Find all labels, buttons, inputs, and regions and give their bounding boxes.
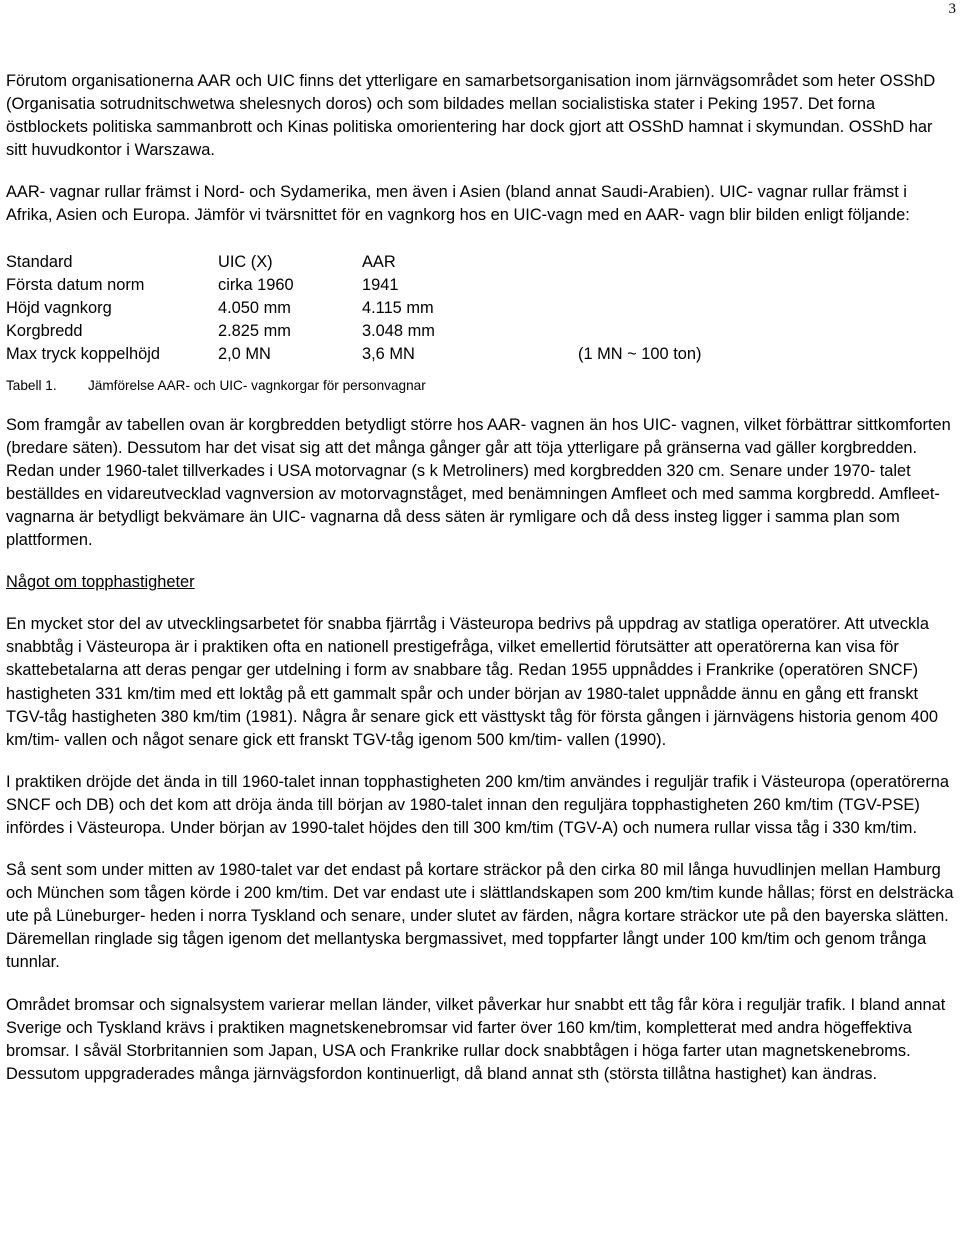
paragraph-hamburg-munchen: Så sent som under mitten av 1980-talet var det endast på kortare sträckor på den cirka 80 mil långa huvudlinjen mellan Hamburg och München som tågen körde i 200 km/tim. Det var endast ute i slättlandskapen som 200 km/tim kunde hållas; först en delsträcka ute på Lüneburger- heden i norra Tyskland och senare, under slutet av färden, några kortare sträckor ute på den bayerska slätten. Däremellan ringlade sig tågen igenom det mellantyska bergmassivet, med toppfarter långt under 100 km/tim och genom trånga tunnlar.: [6, 861, 954, 972]
table-row: [6, 297, 701, 320]
table-cell: AAR: [362, 252, 396, 271]
comparison-table: [6, 251, 701, 366]
table-cell: Standard: [6, 252, 73, 271]
table-cell: 4.050 mm: [218, 298, 291, 317]
table-row: [6, 343, 701, 366]
table-cell: 2.825 mm: [218, 321, 291, 340]
page-number: 3: [948, 1, 956, 17]
table-cell: cirka 1960: [218, 275, 294, 294]
paragraph-praktiken: I praktiken dröjde det ända in till 1960-talet innan topphastigheten 200 km/tim användes i reguljär trafik i Västeuropa (operatörerna SNCF och DB) och det kom att dröja ända till början av 1980-talet innan den reguljära topphastigheten 260 km/tim (TGV-PSE) infördes i Västeuropa. Under början av 1990-talet höjdes den till 300 km/tim (TGV-A) och numera rullar vissa tåg i 330 km/tim.: [6, 772, 950, 837]
table-cell: Första datum norm: [6, 275, 145, 294]
table-caption-text: Jämförelse AAR- och UIC- vagnkorgar för personvagnar: [88, 377, 426, 393]
table-cell: [578, 320, 701, 343]
table-cell: [578, 251, 701, 274]
document-body: [6, 70, 954, 1086]
table-cell: 4.115 mm: [362, 298, 434, 317]
table-caption: [6, 377, 954, 395]
paragraph-utveckling: En mycket stor del av utvecklingsarbetet för snabba fjärrtåg i Västeuropa bedrivs på uppdrag av statliga operatörer. Att utveckla snabbtåg i Västeuropa är i praktiken ofta en nationell prestigefråga, vilket emellertid förutsätter att operatörerna kan visa för skattebetalarna att deras pengar ger utdelning i form av snabbare tåg. Redan 1955 uppnåddes i Frankrike (operatören SNCF) hastigheten 331 km/tim med ett loktåg på ett gammalt spår och under början av 1980-talet uppnådde ännu en gång ett franskt TGV-tåg hastigheten 380 km/tim (1981). Några år senare gick ett västtyskt tåg för första gången i järnvägens historia genom 400 km/tim- vallen och något senare gick ett franskt TGV-tåg igenom 500 km/tim- vallen (1990).: [6, 615, 939, 749]
table-cell: UIC (X): [218, 252, 273, 271]
paragraph-korgbredd: Som framgår av tabellen ovan är korgbredden betydligt större hos AAR- vagnen än hos UIC- vagnen, vilket förbättrar sittkomforten (bredare säten). Dessutom har det visat sig att det många gånger går att töja ytterligare på gränserna vad gäller korgbredden. Redan under 1960-talet tillverkades i USA motorvagnar (s k Metroliners) med korgbredden 320 cm. Senare under 1970- talet beställdes en vidareutvecklad vagnversion av motorvagnståget, med benämningen Amfleet och med samma korgbredd. Amfleet-vagnarna är betydligt bekvämare än UIC- vagnarna då dess säten är rymligare och då dess insteg ligger i samma plan som plattformen.: [6, 415, 951, 550]
paragraph-aar-uic: AAR- vagnar rullar främst i Nord- och Sydamerika, men även i Asien (bland annat Saudi-Arabien). UIC- vagnar rullar främst i Afrika, Asien och Europa. Jämför vi tvärsnittet för en vagnkorg hos en UIC-vagn med en AAR- vagn blir bilden enligt följande:: [6, 183, 910, 225]
section-heading: Något om topphastigheter: [6, 573, 195, 592]
paragraph-bromsar: Området bromsar och signalsystem varierar mellan länder, vilket påverkar hur snabbt ett tåg får köra i reguljär trafik. I bland annat Sverige och Tyskland krävs i praktiken magnetskenebromsar vid farter över 160 km/tim, kompletterat med andra högeffektiva bromsar. I såväl Storbritannien som Japan, USA och Frankrike rullar dock snabbtågen i höga farter utan magnetskenebroms. Dessutom uppgraderades många järnvägsfordon kontinuerligt, då bland annat sth (största tillåtna hastighet) kan ändras.: [6, 995, 946, 1083]
table-cell: Höjd vagnkorg: [6, 298, 112, 317]
table-row: [6, 320, 701, 343]
table-cell: [578, 297, 701, 320]
table-cell: 1941: [362, 275, 399, 294]
table-cell: (1 MN ~ 100 ton): [578, 344, 702, 363]
table-caption-label: Tabell 1.: [6, 377, 57, 393]
table-row: [6, 251, 701, 274]
table-cell: 3.048 mm: [362, 321, 435, 340]
table-cell: Max tryck koppelhöjd: [6, 344, 160, 363]
table-cell: 2,0 MN: [218, 344, 271, 363]
table-cell: Korgbredd: [6, 321, 83, 340]
table-cell: [578, 274, 701, 297]
table-cell: 3,6 MN: [362, 344, 415, 363]
table-row: [6, 274, 701, 297]
paragraph-ossh: Förutom organisationerna AAR och UIC finns det ytterligare en samarbetsorganisation inom järnvägsområdet som heter OSShD (Organisatia sotrudnitschwetwa shelesnych doros) och som bildades mellan socialistiska stater i Peking 1957. Det forna östblockets politiska sammanbrott och Kinas politiska omorientering har dock gjort att OSShD hamnat i skymundan. OSShD har sitt huvudkontor i Warszawa.: [6, 72, 936, 160]
